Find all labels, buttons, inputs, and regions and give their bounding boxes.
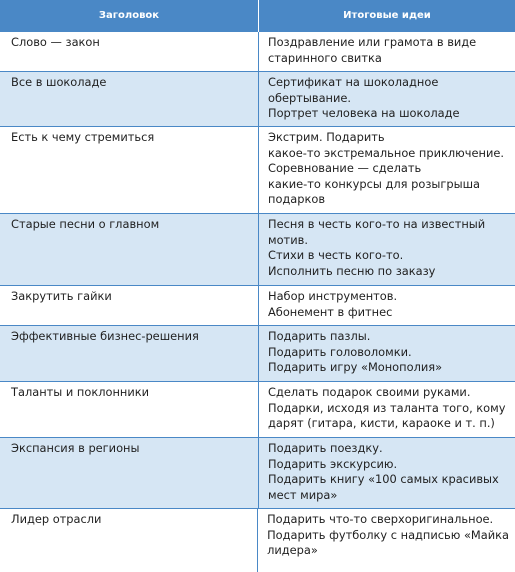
row-title: Старые песни о главном bbox=[0, 214, 259, 285]
idea-line: Абонемент в фитнес bbox=[268, 304, 393, 319]
row-ideas bbox=[259, 326, 515, 381]
table-row bbox=[0, 509, 515, 572]
table-row bbox=[0, 32, 515, 72]
idea-line: Исполнить песню по заказу bbox=[268, 263, 436, 278]
idea-line: Подарить что-то сверхоригинальное. bbox=[267, 512, 494, 526]
idea-line: Подарить экскурсию. bbox=[268, 456, 398, 471]
row-ideas bbox=[259, 438, 515, 508]
idea-line: мест мира» bbox=[268, 487, 338, 502]
idea-line: лидера» bbox=[267, 543, 318, 557]
idea-line: Сделать подарок своими руками. bbox=[268, 385, 471, 399]
idea-line: какие-то конкурсы для розыгрыша bbox=[268, 176, 481, 191]
row-title: Есть к чему стремиться bbox=[0, 127, 259, 213]
table-row bbox=[0, 326, 515, 382]
row-title: Закрутить гайки bbox=[0, 286, 259, 325]
row-title: Экспансия в регионы bbox=[0, 438, 259, 508]
idea-line: Подарить головоломки. bbox=[268, 344, 412, 359]
table-header bbox=[0, 0, 515, 32]
row-title: Таланты и поклонники bbox=[0, 382, 259, 437]
idea-line: Песня в честь кого-то на известный bbox=[268, 217, 486, 231]
row-ideas bbox=[259, 286, 515, 325]
idea-line: мотив. bbox=[268, 232, 308, 247]
table-row bbox=[0, 72, 515, 127]
idea-line: дарят (гитара, кисти, караоке и т. п.) bbox=[268, 416, 495, 430]
table-row bbox=[0, 214, 515, 286]
idea-line: обертывание. bbox=[268, 90, 352, 105]
row-ideas bbox=[259, 214, 515, 285]
table-row bbox=[0, 286, 515, 326]
header-ideas-column: Итоговые идеи bbox=[343, 10, 431, 21]
idea-line: Подарить книгу «100 самых красивых bbox=[268, 472, 499, 486]
row-ideas bbox=[259, 127, 515, 213]
idea-line: старинного свитка bbox=[268, 50, 382, 65]
row-ideas bbox=[259, 72, 515, 126]
idea-line: Набор инструментов. bbox=[268, 289, 398, 303]
row-title: Эффективные бизнес-решения bbox=[0, 326, 259, 381]
idea-line: Экстрим. Подарить bbox=[268, 130, 385, 144]
idea-line: Соревнование — сделать bbox=[268, 161, 422, 175]
table-row bbox=[0, 382, 515, 438]
idea-line: Подарить поездку. bbox=[268, 441, 383, 455]
row-ideas bbox=[259, 382, 515, 437]
row-ideas bbox=[259, 32, 515, 71]
header-title-column: Заголовок bbox=[0, 0, 259, 32]
table-row bbox=[0, 438, 515, 509]
idea-line: Поздравление или грамота в виде bbox=[268, 35, 477, 49]
idea-line: Подарки, исходя из таланта того, кому bbox=[268, 400, 506, 415]
idea-line: Портрет человека на шоколаде bbox=[268, 106, 460, 120]
idea-line: Сертификат на шоколадное bbox=[268, 75, 439, 89]
idea-line: Подарить футболку с надписью «Майка bbox=[267, 527, 509, 542]
idea-line: Стихи в честь кого-то. bbox=[268, 248, 404, 262]
idea-line: Подарить игру «Монополия» bbox=[268, 360, 443, 374]
row-title: Все в шоколаде bbox=[0, 72, 259, 126]
row-title: Лидер отрасли bbox=[0, 509, 258, 572]
row-ideas bbox=[258, 509, 515, 572]
row-title: Слово — закон bbox=[0, 32, 259, 71]
idea-line: подарков bbox=[268, 192, 326, 206]
idea-line: Подарить пазлы. bbox=[268, 329, 371, 343]
table-row bbox=[0, 127, 515, 214]
idea-line: какое-то экстремальное приключение. bbox=[268, 145, 504, 160]
